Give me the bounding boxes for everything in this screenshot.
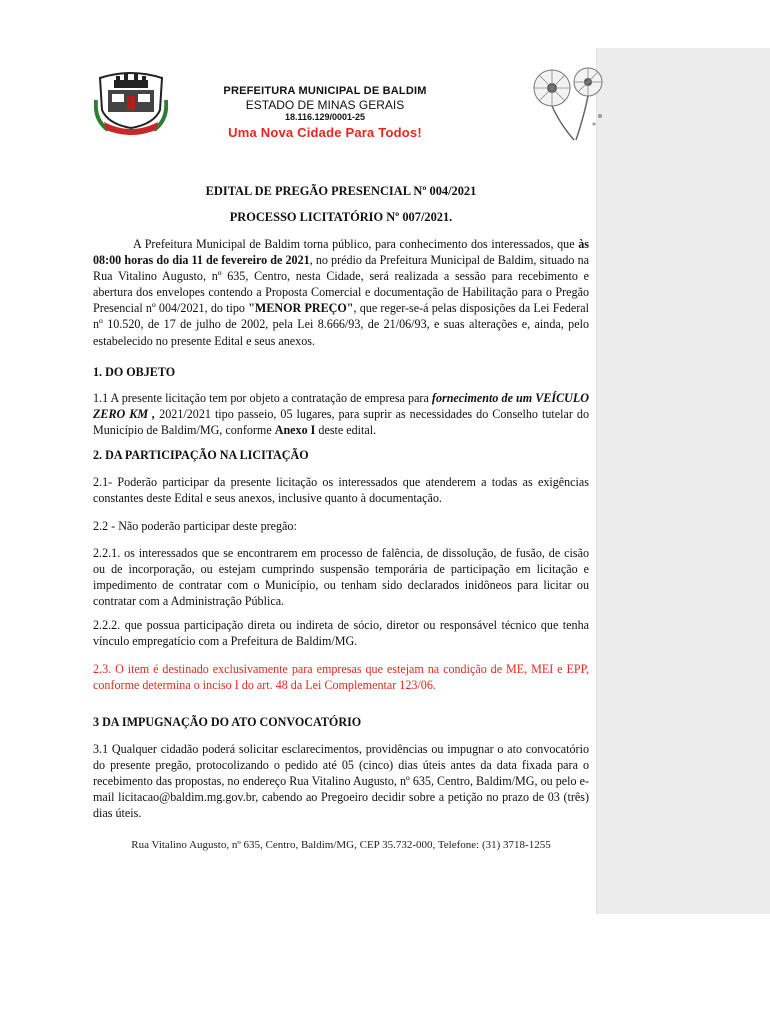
section-1-1-paragraph xyxy=(93,390,589,438)
section-2-3-paragraph: 2.3. O item é destinado exclusivamente para empresas que estejam na condição de ME, MEI e EPP, conforme determina o inciso I do art. 48 da Lei Complementar 123/06. xyxy=(93,662,589,693)
intro-text-1: A Prefeitura Municipal de Baldim torna público, para conhecimento dos interessados, que xyxy=(133,237,579,251)
dandelion-illustration xyxy=(530,60,610,142)
processo-title: PROCESSO LICITATÓRIO Nº 007/2021. xyxy=(229,210,453,224)
intro-menor-preco: "MENOR PREÇO" xyxy=(248,301,354,316)
section-2-2-paragraph: 2.2 - Não poderão participar deste pregão: xyxy=(93,519,297,533)
intro-paragraph xyxy=(93,236,589,349)
intro-text-2: , no prédio da Prefeitura Municipal de Baldim, situado na Rua Vitalino Augusto, nº 635, Centro, nesta Cidade, será realizada a sessão para recebimento e abertura dos envelopes contendo a Proposta Comercial e documentação de Habilitação para o Pregão Presencial nº 004/2021, do tipo xyxy=(93,253,589,316)
s1-text-a: 1.1 A presente licitação tem por objeto a contratação de empresa para xyxy=(93,391,432,405)
section-2-2-2-paragraph: 2.2.2. que possua participação direta ou indireta de sócio, diretor ou responsável técnico que tenha vínculo empregatício com a Prefeitura de Baldim/MG. xyxy=(93,618,589,649)
intro-text-3: , que reger-se-á pelas disposições da Lei Federal nº 10.520, de 17 de julho de 2002, pela Lei 8.666/93, de 21/06/93, e suas alterações e, ainda, pelo estabelecido no presente Edital e seus anexos. xyxy=(93,301,589,348)
s1-text-b: 2021/2021 tipo passeio, 05 lugares, para suprir as necessidades do Conselho tutelar do Município de Baldim/MG, conforme xyxy=(93,407,589,438)
slogan: Uma Nova Cidade Para Todos! xyxy=(228,125,422,140)
cnpj-number: 18.116.129/0001-25 xyxy=(284,112,366,122)
s1-annex: Anexo I xyxy=(274,423,316,438)
edital-title: EDITAL DE PREGÃO PRESENCIAL Nº 004/2021 xyxy=(205,184,477,198)
state-name: ESTADO DE MINAS GERAIS xyxy=(245,98,405,112)
s1-text-c: deste edital. xyxy=(315,423,377,438)
section-3-heading: 3 DA IMPUGNAÇÃO DO ATO CONVOCATÓRIO xyxy=(93,715,362,729)
section-2-heading: 2. DA PARTICIPAÇÃO NA LICITAÇÃO xyxy=(93,448,309,462)
section-2-1-paragraph: 2.1- Poderão participar da presente licitação os interessados que atenderem a todas as exigências constantes deste Edital e seus anexos, inclusive quanto à documentação. xyxy=(93,475,589,506)
coat-of-arms-logo xyxy=(94,70,168,136)
footer-address: Rua Vitalino Augusto, nº 635, Centro, Baldim/MG, CEP 35.732-000, Telefone: (31) 3718-1255 xyxy=(131,839,551,851)
letterhead xyxy=(195,85,455,140)
intro-datetime: às 08:00 horas do dia 11 de fevereiro de 2021 xyxy=(93,237,589,268)
section-3-1-paragraph: 3.1 Qualquer cidadão poderá solicitar esclarecimentos, providências ou impugnar o ato convocatório do presente pregão, protocolizando o pedido até 05 (cinco) dias úteis antes da data fixada para o recebimento das propostas, no endereço Rua Vitalino Augusto, nº 635, Centro, Baldim/MG, ou pelo e-mail licitacao@baldim.mg.gov.br, cabendo ao Pregoeiro decidir sobre a petição no prazo de 03 (três) dias úteis. xyxy=(93,742,589,821)
section-2-2-1-paragraph: 2.2.1. os interessados que se encontrarem em processo de falência, de dissolução, de fusão, de cisão ou de incorporação, ou estejam cumprindo suspensão temporária de participação em licitação e impedimento de contratar com o Município, ou tenham sido declarados inidôneos para licitar ou contratar com a Administração Pública. xyxy=(93,546,589,609)
s1-object-highlight: fornecimento de um VEÍCULO ZERO KM , xyxy=(93,391,590,422)
comment-margin-panel xyxy=(596,48,770,914)
section-1-heading: 1. DO OBJETO xyxy=(93,365,176,379)
institution-name: PREFEITURA MUNICIPAL DE BALDIM xyxy=(223,85,427,97)
